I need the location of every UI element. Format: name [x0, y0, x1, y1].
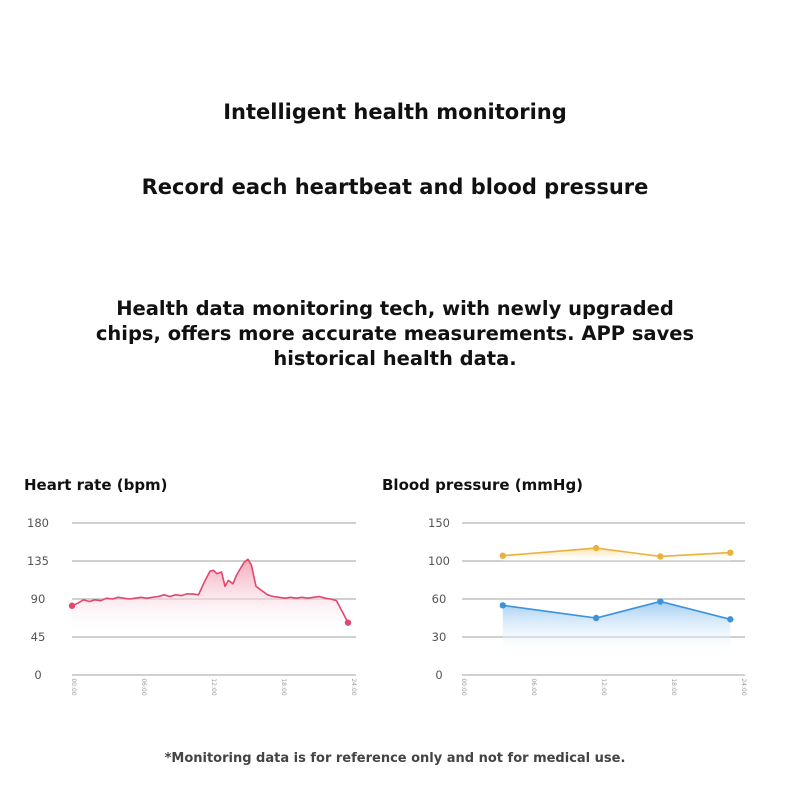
systolic-point — [500, 552, 506, 558]
hr-x-tick-label: 24:00 — [350, 678, 357, 696]
systolic-point — [657, 553, 663, 559]
hr-start-point — [69, 603, 75, 609]
diastolic-point — [657, 598, 663, 604]
headline-line-1: Intelligent health monitoring — [223, 100, 567, 124]
blood-pressure-chart-title: Blood pressure (mmHg) — [382, 476, 584, 494]
bp-x-tick-label: 12:00 — [600, 678, 607, 696]
hr-y-tick-label: 90 — [30, 592, 46, 606]
hr-y-tick-label: 0 — [34, 668, 42, 682]
bp-y-tick-label: 150 — [428, 516, 450, 530]
hr-y-tick-label: 135 — [27, 554, 49, 568]
heart-rate-chart — [0, 505, 380, 705]
diastolic-point — [727, 616, 733, 622]
diastolic-point — [500, 602, 506, 608]
bp-x-tick-label: 18:00 — [670, 678, 677, 696]
hr-y-tick-label: 180 — [27, 516, 49, 530]
hr-area — [72, 559, 348, 630]
bp-x-tick-label: 00:00 — [460, 678, 467, 696]
disclaimer-footnote: *Monitoring data is for reference only and not for medical use. — [164, 751, 626, 766]
description: Health data monitoring tech, with newly upgraded chips, offers more accurate measurements. APP saves historical health data. — [95, 297, 695, 370]
hr-x-tick-label: 18:00 — [280, 678, 287, 696]
bp-x-tick-label: 06:00 — [530, 678, 537, 696]
bp-y-tick-label: 0 — [435, 668, 443, 682]
bp-y-tick-label: 30 — [431, 630, 447, 644]
bp-y-tick-label: 100 — [428, 554, 450, 568]
hr-x-tick-label: 00:00 — [70, 678, 77, 696]
hr-x-tick-label: 12:00 — [210, 678, 217, 696]
headline-line-2: Record each heartbeat and blood pressure — [141, 175, 649, 199]
bp-x-tick-label: 24:00 — [740, 678, 747, 696]
diastolic-area — [503, 602, 731, 653]
hr-end-point — [345, 619, 351, 625]
blood-pressure-chart — [395, 505, 775, 705]
diastolic-point — [593, 615, 599, 621]
hr-x-tick-label: 06:00 — [140, 678, 147, 696]
heart-rate-chart-title: Heart rate (bpm) — [24, 476, 168, 494]
bp-y-tick-label: 60 — [431, 592, 447, 606]
systolic-point — [727, 549, 733, 555]
systolic-point — [593, 545, 599, 551]
hr-y-tick-label: 45 — [30, 630, 46, 644]
